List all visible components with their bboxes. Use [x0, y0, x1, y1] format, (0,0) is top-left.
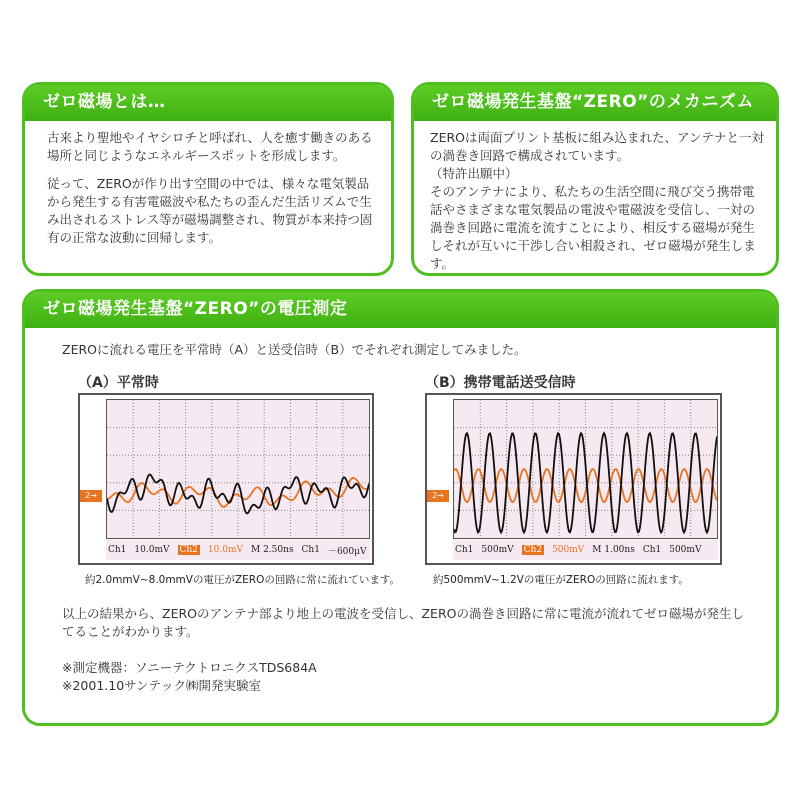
- ch1-label: Ch1: [108, 545, 127, 555]
- paragraph: 古来より聖地やイヤシロチと呼ばれ、人を癒す働きのある場所と同じようなエネルギースポットを形成します。: [47, 130, 373, 163]
- scope-b-caption: 約500mmV~1.2Vの電圧がZEROの回路に流れます。: [433, 574, 689, 586]
- ch1-scale: 10.0mV: [134, 545, 170, 555]
- panel-title: ゼロ磁場発生基盤“ZERO”の電圧測定: [25, 292, 776, 328]
- waveform-plot: [107, 400, 369, 538]
- timebase: M 2.50ns: [251, 545, 294, 555]
- timebase: M 1.00ns: [592, 545, 635, 555]
- paragraph: そのアンテナにより、私たちの生活空間に飛び交う携帯電話やさまざまな電気製品の電波や電磁波を受信し、一対の渦巻き回路に電流を流すことにより、相反する磁場が発生しそれが互いに干渉し合い相殺され、ゼロ磁場が発生します。: [430, 184, 756, 271]
- ch2-scale: 10.0mV: [207, 545, 243, 555]
- oscilloscope-a: [78, 393, 374, 565]
- panel-zero-field: [22, 82, 394, 276]
- oscilloscope-b: [425, 393, 722, 565]
- paragraph: 従って、ZEROが作り出す空間の中では、様々な電気製品から発生する有害電磁波や私たちの歪んだ生活リズムで生み出されるストレス等が磁場調整され、物質が本来持つ固有の正常な波動に回帰します。: [47, 176, 373, 245]
- ch1-label: Ch1: [455, 545, 474, 555]
- paragraph: （特許出願中）: [430, 166, 518, 181]
- trigger-channel: Ch1: [301, 545, 320, 555]
- trigger-level: 500mV: [669, 545, 702, 555]
- paragraph: ZEROは両面プリント基板に組み込まれた、アンテナと一対の渦巻き回路で構成されています。: [430, 130, 764, 163]
- intro-text: ZEROに流れる電圧を平常時（A）と送受信時（B）でそれぞれ測定してみました。: [62, 342, 527, 357]
- ch2-scale: 500mV: [552, 545, 585, 555]
- panel-title: ゼロ磁場発生基盤“ZERO”のメカニズム: [414, 85, 776, 121]
- ch1-scale: 500mV: [481, 545, 514, 555]
- trigger-level: －600μV: [327, 546, 367, 557]
- note-instrument: ※測定機器：ソニーテクトロニクスTDS684A: [62, 660, 317, 675]
- scope-a-title: （A）平常時: [78, 375, 159, 391]
- ch2-marker: 2→: [80, 490, 102, 502]
- ch2-marker: 2→: [427, 490, 449, 502]
- panel-mechanism: [411, 82, 779, 276]
- ch2-label: Ch2: [179, 545, 198, 555]
- scope-a-caption: 約2.0mmV~8.0mmVの電圧がZEROの回路に常に流れています。: [85, 574, 401, 586]
- note-lab: ※2001.10サンテック㈱開発実験室: [62, 678, 262, 693]
- ch2-label: Ch2: [523, 545, 543, 555]
- trigger-channel: Ch1: [642, 545, 662, 555]
- scope-b-title: （B）携帯電話送受信時: [425, 375, 576, 391]
- waveform-plot: [454, 400, 717, 538]
- conclusion-text: 以上の結果から、ZEROのアンテナ部より地上の電波を受信し、ZEROの渦巻き回路に常に電流が流れてゼロ磁場が発生してることがわかります。: [62, 606, 744, 639]
- panel-title: ゼロ磁場とは…: [25, 85, 391, 121]
